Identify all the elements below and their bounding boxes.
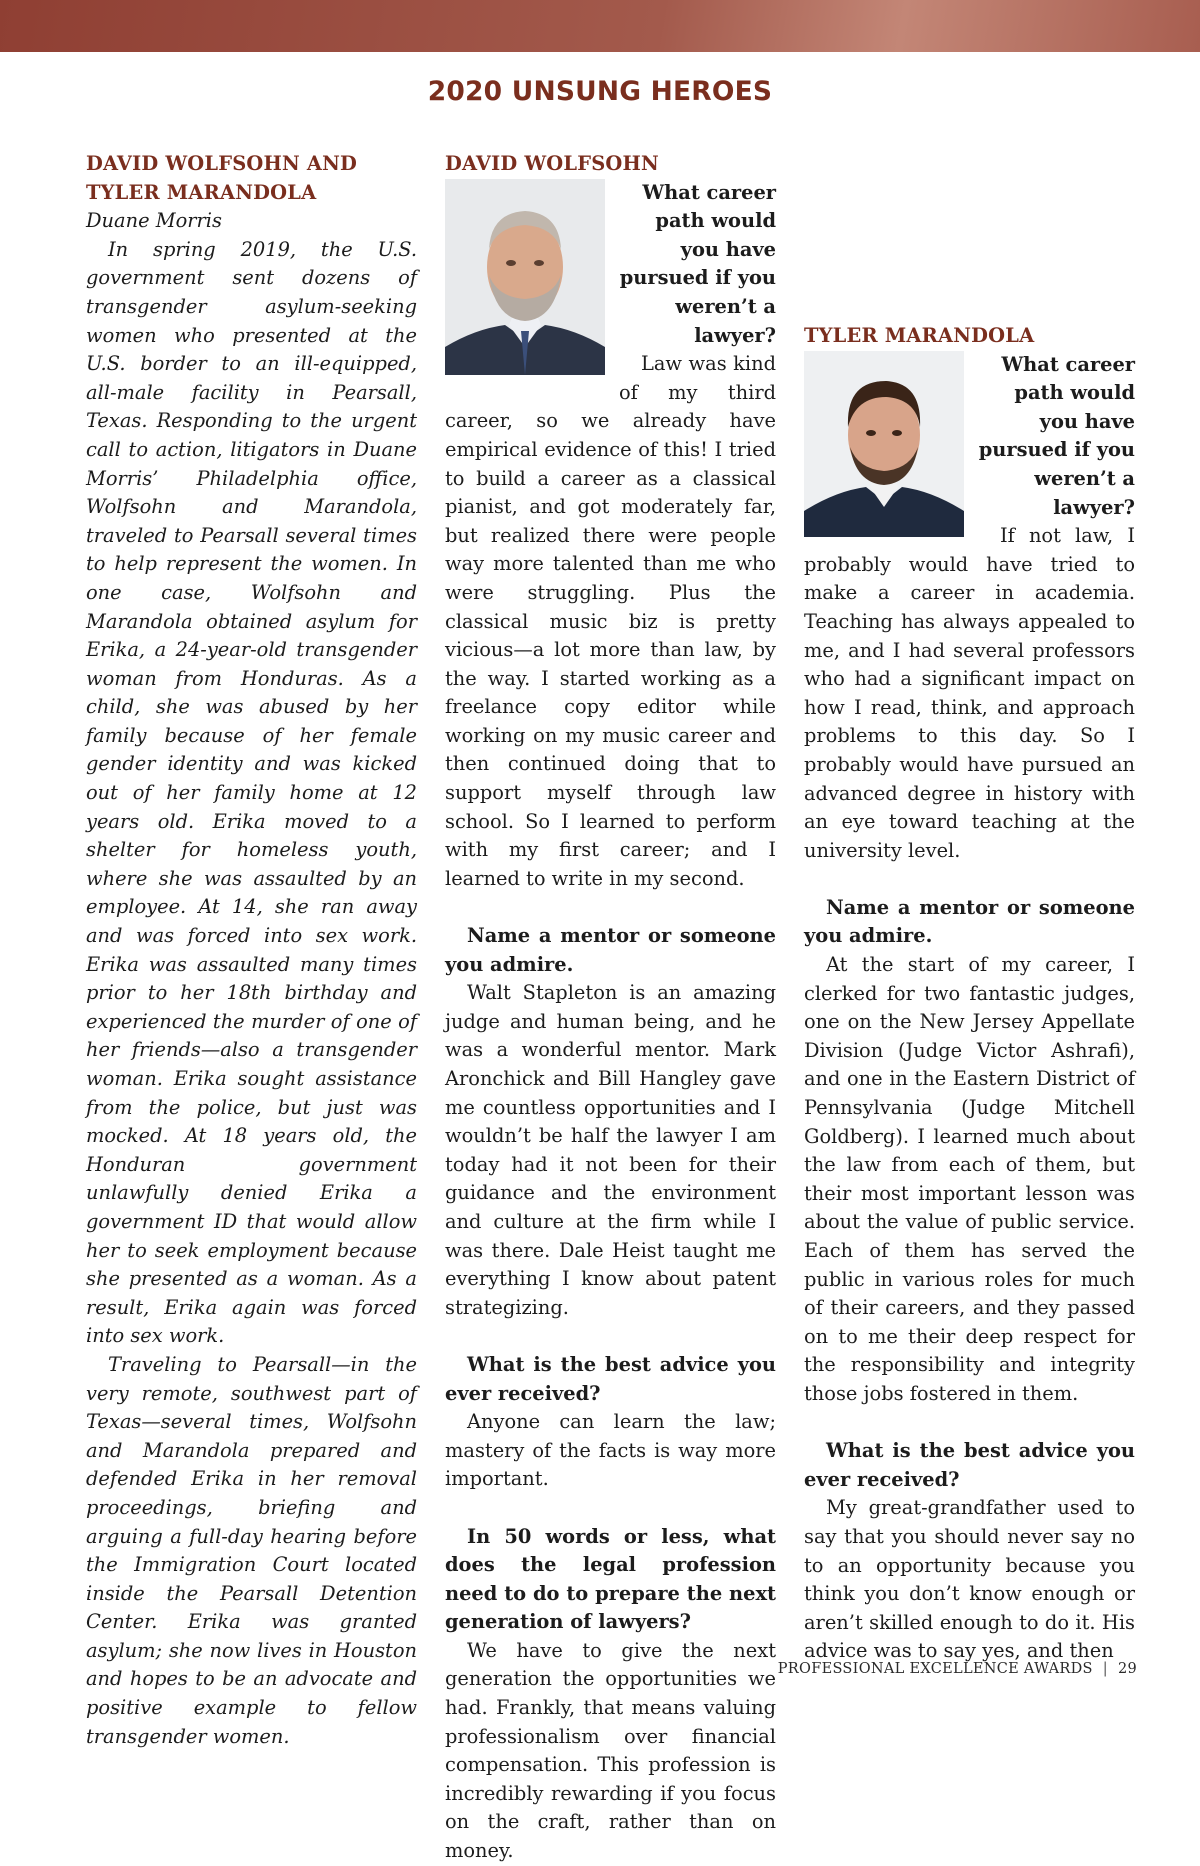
story-paragraph-2: Traveling to Pearsall—in the very remote, southwest part of Texas—several times, Wolfsohn and Marandola prepared and defended Erika in her removal proceedings, briefing and arguing a full-day hearing before the Immigration Court located inside the Pearsall Detention Center. Erika was granted asylum; she now lives in Houston and hopes to be an advocate and positive example to fellow transgender women. bbox=[86, 1352, 417, 1748]
marandola-question-advice: What is the best advice you ever received? bbox=[804, 1439, 1135, 1491]
wolfsohn-answer-mentor: Walt Stapleton is an amazing judge and human being, and he was a wonderful mentor. Mark Aronchick and Bill Hangley gave me countless opportunities and I wouldn’t be half the lawyer I am today had it not been for their guidance and the environment and culture at the firm while I was there. Dale Heist taught me everything I know about patent strategizing. bbox=[445, 981, 776, 1319]
marandola-name: TYLER MARANDOLA bbox=[804, 324, 1035, 347]
wolfsohn-column bbox=[445, 150, 776, 1863]
marandola-answer-career: If not law, I probably would have tried to make a career in academia. Teaching has always appealed to me, and I had several professors who had a significant impact on how I read, think, and approach problems to this day. So I probably would have pursued an advanced degree in history with an eye toward teaching at the university level. bbox=[804, 524, 1135, 862]
page-number: 29 bbox=[1117, 1661, 1137, 1677]
wolfsohn-answer-career: Law was kind of my third career, so we already have empirical evidence of this! I tried to build a career as a classical pianist, and got moderately far, but realized there were people way more talented than me who were struggling. Plus the classical music biz is pretty vicious—a lot more than law, by the way. I started working as a freelance copy editor while working on my music career and then continued doing that to support myself through law school. So I learned to perform with my first career; and I learned to write in my second. bbox=[445, 352, 776, 890]
firm-name: Duane Morris bbox=[86, 209, 222, 233]
marandola-answer-advice: My great-grandfather used to say that you should never say no to an opportunity because you think you don’t know enough or aren’t skilled enough to do it. His advice was to say yes, and then bbox=[804, 1496, 1135, 1663]
wolfsohn-question-career: What career path would you have pursued if you weren’t a lawyer? bbox=[619, 180, 776, 347]
page-footer bbox=[0, 1661, 1137, 1677]
top-banner bbox=[0, 0, 1200, 52]
wolfsohn-answer-profession: We have to give the next generation the opportunities we had. Frankly, that means valuing professionalism over financial compensation. This profession is incredibly rewarding if you focus on the craft, rather than on money. bbox=[445, 1638, 776, 1863]
footer-separator: | bbox=[1102, 1661, 1108, 1677]
wolfsohn-name: DAVID WOLFSOHN bbox=[445, 152, 659, 175]
page-title: 2020 UNSUNG HEROES bbox=[427, 76, 773, 107]
wolfsohn-question-advice: What is the best advice you ever received? bbox=[445, 1352, 776, 1405]
wolfsohn-portrait bbox=[445, 179, 605, 375]
publication-name: PROFESSIONAL EXCELLENCE AWARDS bbox=[777, 1661, 1093, 1677]
marandola-answer-mentor: At the start of my career, I clerked for two fantastic judges, one on the New Jersey Appellate Division (Judge Victor Ashrafi), and one in the Eastern District of Pennsylvania (Judge Mitchell Goldberg). I learned much about the law from each of them, but their most important lesson was about the value of public service. Each of them has served the public in various roles for much of their careers, and they passed on to me their deep respect for the responsibility and integrity those jobs fostered in them. bbox=[804, 953, 1135, 1405]
honorees-heading: DAVID WOLFSOHN AND TYLER MARANDOLA bbox=[86, 152, 358, 204]
marandola-portrait bbox=[804, 351, 964, 537]
wolfsohn-question-profession: In 50 words or less, what does the legal profession need to do to prepare the next generation of lawyers? bbox=[445, 1524, 776, 1634]
marandola-question-career: What career path would you have pursued if you weren’t a lawyer? bbox=[978, 352, 1135, 519]
marandola-column bbox=[804, 322, 1135, 1663]
story-paragraph-1: In spring 2019, the U.S. government sent dozens of transgender asylum-seeking women who presented at the U.S. border to an ill-equipped, all-male facility in Pearsall, Texas. Responding to the urgent call to action, litigators in Duane Morris’ Philadelphia office, Wolfsohn and Marandola, traveled to Pearsall several times to help represent the women. In one case, Wolfsohn and Marandola obtained asylum for Erika, a 24-year-old transgender woman from Honduras. As a child, she was abused by her family because of her female gender identity and was kicked out of her family home at 12 years old. Erika moved to a shelter for homeless youth, where she was assaulted by an employee. At 14, she ran away and was forced into sex work. Erika was assaulted many times prior to her 18th birthday and experienced the murder of one of her friends—also a transgender woman. Erika sought assistance from the police, but just was mocked. At 18 years old, the Honduran government unlawfully denied Erika a government ID that would allow her to seek employment because she presented as a woman. As a result, Erika again was forced into sex work. bbox=[86, 237, 417, 1348]
marandola-question-mentor: Name a mentor or someone you admire. bbox=[804, 895, 1135, 948]
wolfsohn-answer-advice: Anyone can learn the law; mastery of the facts is way more important. bbox=[445, 1410, 776, 1491]
wolfsohn-question-mentor: Name a mentor or someone you admire. bbox=[445, 924, 776, 976]
intro-column bbox=[86, 150, 417, 1748]
